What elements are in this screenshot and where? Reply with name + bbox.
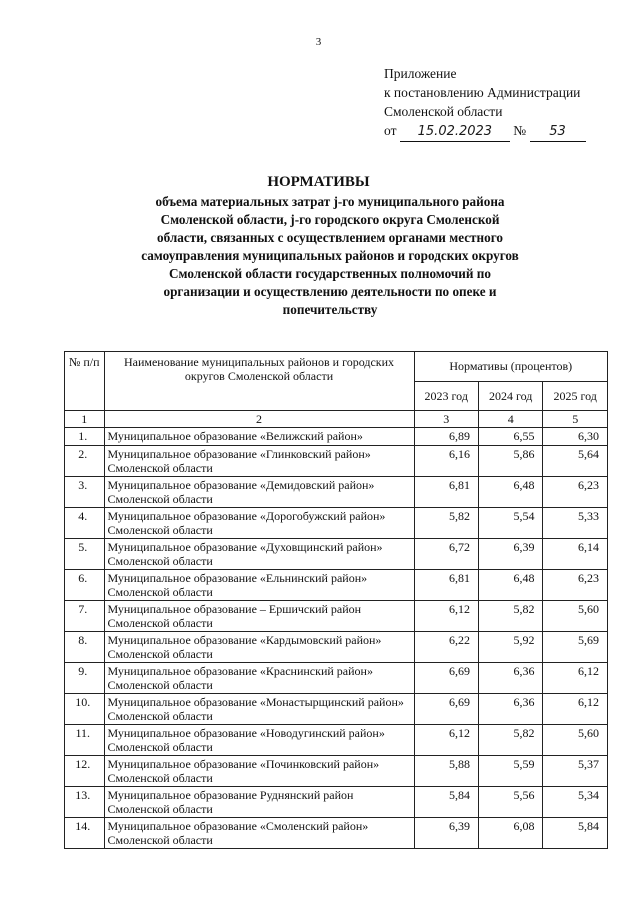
index-cell: 2 bbox=[104, 411, 414, 428]
row-value-2023-cell: 6,89 bbox=[414, 428, 478, 446]
table-header-row bbox=[65, 352, 608, 382]
row-number-cell: 9. bbox=[65, 663, 105, 694]
row-name-cell: Муниципальное образование «Смоленский район» Смоленской области bbox=[104, 818, 414, 849]
row-name-cell: Муниципальное образование «Ельнинский район» Смоленской области bbox=[104, 570, 414, 601]
row-value-2024-cell: 6,48 bbox=[478, 477, 542, 508]
number-prefix: № bbox=[513, 123, 527, 138]
table-row bbox=[65, 756, 608, 787]
row-number-cell: 10. bbox=[65, 694, 105, 725]
index-cell: 4 bbox=[478, 411, 542, 428]
row-value-2024-cell: 5,54 bbox=[478, 508, 542, 539]
row-number-cell: 6. bbox=[65, 570, 105, 601]
row-value-2024-cell: 6,08 bbox=[478, 818, 542, 849]
norms-table bbox=[64, 351, 608, 849]
row-name-cell: Муниципальное образование «Глинковский район» Смоленской области bbox=[104, 446, 414, 477]
appendix-block bbox=[384, 64, 624, 142]
row-value-2023-cell: 6,69 bbox=[414, 694, 478, 725]
row-value-2024-cell: 5,92 bbox=[478, 632, 542, 663]
row-value-2023-cell: 5,82 bbox=[414, 508, 478, 539]
index-cell: 3 bbox=[414, 411, 478, 428]
header-group: Нормативы (процентов) bbox=[414, 352, 608, 382]
table-row bbox=[65, 725, 608, 756]
page-number: 3 bbox=[315, 36, 322, 48]
row-value-2024-cell: 6,36 bbox=[478, 694, 542, 725]
appendix-line-3: Смоленской области bbox=[384, 104, 503, 119]
row-value-2023-cell: 6,12 bbox=[414, 725, 478, 756]
row-value-2025-cell: 5,60 bbox=[543, 601, 608, 632]
row-name-cell: Муниципальное образование «Демидовский район» Смоленской области bbox=[104, 477, 414, 508]
row-value-2023-cell: 6,12 bbox=[414, 601, 478, 632]
row-name-cell: Муниципальное образование «Духовщинский район» Смоленской области bbox=[104, 539, 414, 570]
row-number-cell: 5. bbox=[65, 539, 105, 570]
header-name: Наименование муниципальных районов и городских округов Смоленской области bbox=[104, 352, 414, 411]
row-number-cell: 12. bbox=[65, 756, 105, 787]
row-name-cell: Муниципальное образование «Краснинский район» Смоленской области bbox=[104, 663, 414, 694]
row-value-2024-cell: 6,36 bbox=[478, 663, 542, 694]
table-row bbox=[65, 477, 608, 508]
row-name-cell: Муниципальное образование «Новодугинский район» Смоленской области bbox=[104, 725, 414, 756]
row-value-2023-cell: 6,81 bbox=[414, 477, 478, 508]
row-value-2023-cell: 6,69 bbox=[414, 663, 478, 694]
row-value-2025-cell: 5,64 bbox=[543, 446, 608, 477]
row-value-2025-cell: 5,37 bbox=[543, 756, 608, 787]
header-year-2024: 2024 год bbox=[478, 381, 542, 411]
table-row bbox=[65, 601, 608, 632]
row-value-2025-cell: 6,30 bbox=[543, 428, 608, 446]
handwritten-number: 53 bbox=[530, 122, 586, 142]
row-number-cell: 1. bbox=[65, 428, 105, 446]
row-name-cell: Муниципальное образование – Ершичский район Смоленской области bbox=[104, 601, 414, 632]
row-number-cell: 14. bbox=[65, 818, 105, 849]
row-name-cell: Муниципальное образование «Кардымовский район» Смоленской области bbox=[104, 632, 414, 663]
row-value-2024-cell: 5,82 bbox=[478, 725, 542, 756]
row-value-2025-cell: 5,84 bbox=[543, 818, 608, 849]
row-value-2025-cell: 5,34 bbox=[543, 787, 608, 818]
table-row bbox=[65, 818, 608, 849]
table-row bbox=[65, 663, 608, 694]
document-subtitle: объема материальных затрат j-го муниципального района Смоленской области, j-го городского округа Смоленской области, связанных с осуществлением органами местного самоуправления муниципальных районов и городских округов Смоленской области государственных полномочий по организации и осуществлению деятельности по опеке и попечительству bbox=[141, 194, 519, 317]
appendix-line-1: Приложение bbox=[384, 66, 457, 81]
table-row bbox=[65, 632, 608, 663]
date-prefix: от bbox=[384, 123, 397, 138]
row-value-2024-cell: 6,55 bbox=[478, 428, 542, 446]
header-year-2023: 2023 год bbox=[414, 381, 478, 411]
row-value-2024-cell: 5,59 bbox=[478, 756, 542, 787]
row-value-2024-cell: 6,48 bbox=[478, 570, 542, 601]
row-number-cell: 13. bbox=[65, 787, 105, 818]
row-number-cell: 4. bbox=[65, 508, 105, 539]
appendix-line-2: к постановлению Администрации bbox=[384, 85, 581, 100]
row-value-2024-cell: 6,39 bbox=[478, 539, 542, 570]
row-value-2025-cell: 6,12 bbox=[543, 694, 608, 725]
row-value-2023-cell: 5,84 bbox=[414, 787, 478, 818]
document-title: НОРМАТИВЫ bbox=[267, 174, 370, 190]
row-value-2025-cell: 6,23 bbox=[543, 570, 608, 601]
row-number-cell: 7. bbox=[65, 601, 105, 632]
row-name-cell: Муниципальное образование «Дорогобужский район» Смоленской области bbox=[104, 508, 414, 539]
header-num: № п/п bbox=[65, 352, 105, 411]
appendix-date-line bbox=[384, 121, 624, 142]
row-name-cell: Муниципальное образование «Велижский район» bbox=[104, 428, 414, 446]
index-row bbox=[65, 411, 608, 428]
row-value-2023-cell: 6,81 bbox=[414, 570, 478, 601]
table-row bbox=[65, 446, 608, 477]
row-value-2023-cell: 5,88 bbox=[414, 756, 478, 787]
row-number-cell: 3. bbox=[65, 477, 105, 508]
row-number-cell: 2. bbox=[65, 446, 105, 477]
row-value-2025-cell: 6,23 bbox=[543, 477, 608, 508]
table-row bbox=[65, 787, 608, 818]
row-value-2024-cell: 5,86 bbox=[478, 446, 542, 477]
row-value-2025-cell: 6,14 bbox=[543, 539, 608, 570]
row-value-2024-cell: 5,82 bbox=[478, 601, 542, 632]
table-row bbox=[65, 694, 608, 725]
index-cell: 5 bbox=[543, 411, 608, 428]
row-value-2023-cell: 6,72 bbox=[414, 539, 478, 570]
row-value-2025-cell: 6,12 bbox=[543, 663, 608, 694]
row-value-2023-cell: 6,22 bbox=[414, 632, 478, 663]
row-value-2025-cell: 5,33 bbox=[543, 508, 608, 539]
row-name-cell: Муниципальное образование «Починковский район» Смоленской области bbox=[104, 756, 414, 787]
row-value-2024-cell: 5,56 bbox=[478, 787, 542, 818]
header-year-2025: 2025 год bbox=[543, 381, 608, 411]
table-row bbox=[65, 570, 608, 601]
row-value-2025-cell: 5,69 bbox=[543, 632, 608, 663]
row-number-cell: 8. bbox=[65, 632, 105, 663]
index-cell: 1 bbox=[65, 411, 105, 428]
row-number-cell: 11. bbox=[65, 725, 105, 756]
table-row bbox=[65, 539, 608, 570]
row-value-2025-cell: 5,60 bbox=[543, 725, 608, 756]
table-row bbox=[65, 508, 608, 539]
row-name-cell: Муниципальное образование Руднянский район Смоленской области bbox=[104, 787, 414, 818]
table-row bbox=[65, 428, 608, 446]
row-name-cell: Муниципальное образование «Монастырщинский район» Смоленской области bbox=[104, 694, 414, 725]
row-value-2023-cell: 6,16 bbox=[414, 446, 478, 477]
row-value-2023-cell: 6,39 bbox=[414, 818, 478, 849]
handwritten-date: 15.02.2023 bbox=[400, 122, 510, 142]
